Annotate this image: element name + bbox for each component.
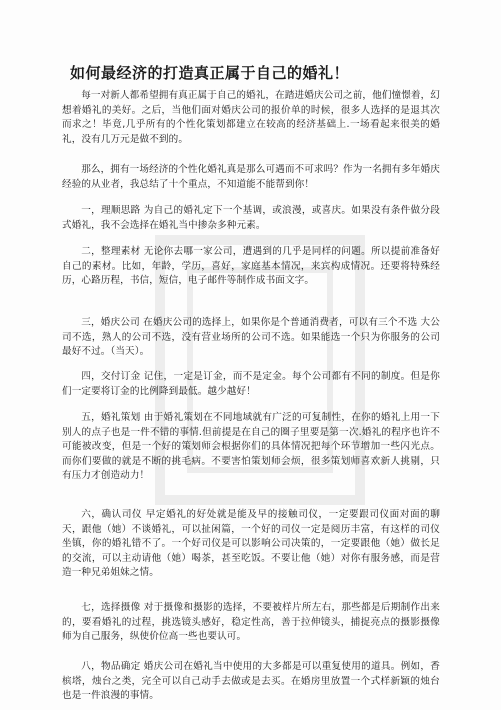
paragraph-point-4: 四，交付订金 记住，一定是订金，而不是定金。每个公司都有不同的制度。但是你们一定要将订金的比例降到最低。越少越好！ bbox=[62, 371, 440, 397]
paragraph-point-7: 七，选择摄像 对于摄像和摄影的选择，不要被样片所左右，那些都是后期制作出来的，要看婚礼的过程，挑选镜头感好，稳定性高，善于拉伸镜头，捕捉亮点的摄影摄像师为自己服务，纵使价位高一些也要认可。 bbox=[62, 602, 440, 643]
paragraph-point-6: 六，确认司仪 早定婚礼的好处就是能及早的接触司仪，一定要跟司仪面对面的聊天，跟他（她）不谈婚礼，可以扯闲篇，一个好的司仪一定是阅历丰富，有这样的司仪坐镇，你的婚礼错不了。一个好司仪是可以影响公司决策的，一定要跟他（她）做长足的交流，可以主动请他（她）喝茶，甚至吃饭。不要让他（她）对你有服务感，而是营造一种兄弟姐妹之情。 bbox=[62, 509, 440, 579]
paragraph-point-2: 二，整理素材 无论你去哪一家公司，遭遇到的几乎是同样的问题。所以提前准备好自己的素材。比如，年龄，学历，喜好，家庭基本情况，来宾构成情况。还要将特殊经历，心路历程，书信，短信，电子邮件等制作成书面文字。 bbox=[62, 246, 440, 287]
paragraph-point-1: 一，理顺思路 为自己的婚礼定下一个基调，或浪漫，或喜庆。如果没有条件做分段式婚礼，我不会选择在婚礼当中掺杂多种元素。 bbox=[62, 205, 440, 231]
page-title: 如何最经济的打造真正属于自己的婚礼！ bbox=[70, 64, 350, 82]
paragraph-point-3: 三，婚庆公司 在婚庆公司的选择上，如果你是个普通消费者，可以有三个不选 大公司不选，熟人的公司不选，没有营业场所的公司不选。如果能选一个只为你服务的公司最好不过。（当天）。 bbox=[62, 317, 440, 358]
paragraph-question: 那么，拥有一场经济的个性化婚礼真是那么可遇而不可求吗？作为一名拥有多年婚庆经验的从业者，我总结了十个重点，不知道能不能帮到你！ bbox=[62, 164, 440, 190]
paragraph-intro: 每一对新人都希望拥有真正属于自己的婚礼，在踏进婚庆公司之前，他们憧憬着，幻想着婚礼的美好。之后，当他们面对婚庆公司的报价单的时候，很多人选择的是退其次而求之！毕竟,几乎所有的个性化策划都建立在较高的经济基础上.一场看起来很美的婚礼，没有几万元是做不到的。 bbox=[62, 90, 440, 145]
paragraph-point-5: 五，婚礼策划 由于婚礼策划在不同地域就有广泛的可复制性，在你的婚礼上用一下别人的点子也是一件不错的事情.但前提是在自己的圈子里要是第一次.婚礼的程序也许不可能被改变，但是一个好的策划师会根据你们的具体情况把每个环节增加一些闪光点。而你们要做的就是不断的挑毛病。不要害怕策划师会烦，很多策划师喜欢新人挑剔，只有压力才创造动力！ bbox=[62, 412, 440, 482]
paragraph-point-8: 八，物品确定 婚庆公司在婚礼当中使用的大多都是可以重复使用的道具。例如，香槟塔，烛台之类，完全可以自己动手去做或是去买。在婚房里放置一个式样新颖的烛台也是一件浪漫的事情。 bbox=[62, 661, 440, 702]
